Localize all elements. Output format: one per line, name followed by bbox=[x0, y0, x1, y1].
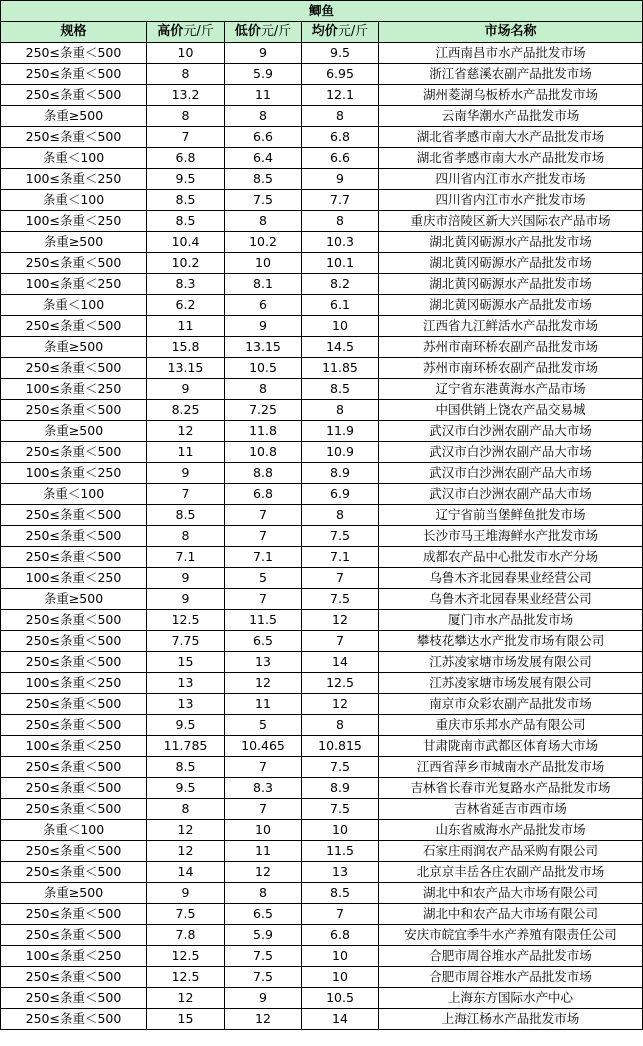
table-row bbox=[1, 85, 643, 106]
cell-low: 10 bbox=[225, 253, 302, 274]
table-row bbox=[1, 463, 643, 484]
cell-market: 攀枝花攀达水产批发市场有限公司 bbox=[379, 631, 643, 652]
cell-avg: 12 bbox=[302, 610, 379, 631]
table-row bbox=[1, 442, 643, 463]
table-row bbox=[1, 904, 643, 925]
cell-avg: 10.815 bbox=[302, 736, 379, 757]
cell-avg: 6.8 bbox=[302, 925, 379, 946]
cell-high: 6.2 bbox=[147, 295, 225, 316]
cell-high: 8.5 bbox=[147, 211, 225, 232]
cell-spec: 250≤条重＜500 bbox=[1, 442, 147, 463]
cell-market: 长沙市马王堆海鲜水产批发市场 bbox=[379, 526, 643, 547]
cell-spec: 250≤条重＜500 bbox=[1, 316, 147, 337]
cell-avg: 8.5 bbox=[302, 379, 379, 400]
table-row bbox=[1, 925, 643, 946]
cell-avg: 8.5 bbox=[302, 883, 379, 904]
cell-low: 8 bbox=[225, 883, 302, 904]
table-row bbox=[1, 547, 643, 568]
cell-market: 重庆市乐邦水产品有限公司 bbox=[379, 715, 643, 736]
cell-low: 8 bbox=[225, 379, 302, 400]
cell-high: 7.75 bbox=[147, 631, 225, 652]
cell-market: 辽宁省前当堡鲜鱼批发市场 bbox=[379, 505, 643, 526]
cell-high: 15 bbox=[147, 1009, 225, 1030]
cell-market: 武汉市白沙洲农副产品大市场 bbox=[379, 421, 643, 442]
cell-avg: 7.7 bbox=[302, 190, 379, 211]
cell-spec: 条重＜100 bbox=[1, 295, 147, 316]
cell-low: 7.5 bbox=[225, 946, 302, 967]
cell-high: 14 bbox=[147, 862, 225, 883]
table-row bbox=[1, 715, 643, 736]
cell-low: 10 bbox=[225, 820, 302, 841]
cell-spec: 条重≥500 bbox=[1, 337, 147, 358]
table-row bbox=[1, 1009, 643, 1030]
cell-low: 6 bbox=[225, 295, 302, 316]
cell-low: 6.8 bbox=[225, 484, 302, 505]
header-low-label: 低价 bbox=[234, 24, 261, 39]
cell-high: 15 bbox=[147, 652, 225, 673]
cell-spec: 条重≥500 bbox=[1, 883, 147, 904]
cell-avg: 10 bbox=[302, 820, 379, 841]
table-row bbox=[1, 841, 643, 862]
cell-spec: 条重＜100 bbox=[1, 820, 147, 841]
cell-high: 12 bbox=[147, 820, 225, 841]
cell-spec: 250≤条重＜500 bbox=[1, 988, 147, 1009]
cell-low: 7.25 bbox=[225, 400, 302, 421]
cell-market: 湖北省孝感市南大水产品批发市场 bbox=[379, 148, 643, 169]
cell-high: 8.5 bbox=[147, 505, 225, 526]
header-high bbox=[147, 22, 225, 43]
cell-low: 7 bbox=[225, 799, 302, 820]
cell-low: 8.3 bbox=[225, 778, 302, 799]
cell-high: 12.5 bbox=[147, 946, 225, 967]
cell-market: 苏州市南环桥农副产品批发市场 bbox=[379, 337, 643, 358]
cell-high: 11 bbox=[147, 442, 225, 463]
cell-market: 南京市众彩农副产品批发市场 bbox=[379, 694, 643, 715]
cell-avg: 10 bbox=[302, 967, 379, 988]
table-title: 鲫鱼 bbox=[1, 1, 643, 22]
cell-spec: 250≤条重＜500 bbox=[1, 43, 147, 64]
cell-low: 8.5 bbox=[225, 169, 302, 190]
cell-spec: 250≤条重＜500 bbox=[1, 64, 147, 85]
cell-spec: 条重≥500 bbox=[1, 421, 147, 442]
cell-high: 11.785 bbox=[147, 736, 225, 757]
cell-market: 江苏凌家塘市场发展有限公司 bbox=[379, 673, 643, 694]
cell-spec: 100≤条重＜250 bbox=[1, 673, 147, 694]
cell-low: 9 bbox=[225, 43, 302, 64]
cell-avg: 8 bbox=[302, 106, 379, 127]
cell-avg: 8.9 bbox=[302, 778, 379, 799]
cell-spec: 250≤条重＜500 bbox=[1, 526, 147, 547]
table-row bbox=[1, 568, 643, 589]
cell-low: 11.8 bbox=[225, 421, 302, 442]
cell-spec: 100≤条重＜250 bbox=[1, 211, 147, 232]
cell-high: 12.5 bbox=[147, 967, 225, 988]
cell-spec: 250≤条重＜500 bbox=[1, 610, 147, 631]
header-spec: 规格 bbox=[1, 22, 147, 43]
cell-avg: 10 bbox=[302, 316, 379, 337]
cell-low: 7.5 bbox=[225, 190, 302, 211]
cell-market: 吉林省长春市光复路水产品批发市场 bbox=[379, 778, 643, 799]
cell-spec: 100≤条重＜250 bbox=[1, 946, 147, 967]
table-row bbox=[1, 757, 643, 778]
table-row bbox=[1, 190, 643, 211]
cell-spec: 250≤条重＜500 bbox=[1, 127, 147, 148]
cell-avg: 10.9 bbox=[302, 442, 379, 463]
cell-avg: 10.1 bbox=[302, 253, 379, 274]
cell-avg: 11.85 bbox=[302, 358, 379, 379]
cell-avg: 7.5 bbox=[302, 799, 379, 820]
cell-high: 9 bbox=[147, 589, 225, 610]
table-body bbox=[1, 43, 643, 1030]
cell-spec: 100≤条重＜250 bbox=[1, 274, 147, 295]
cell-low: 11.5 bbox=[225, 610, 302, 631]
cell-spec: 100≤条重＜250 bbox=[1, 736, 147, 757]
table-row bbox=[1, 694, 643, 715]
cell-high: 7.8 bbox=[147, 925, 225, 946]
cell-avg: 7 bbox=[302, 904, 379, 925]
cell-spec: 条重≥500 bbox=[1, 232, 147, 253]
cell-avg: 8 bbox=[302, 505, 379, 526]
cell-avg: 7.5 bbox=[302, 757, 379, 778]
cell-low: 7 bbox=[225, 757, 302, 778]
cell-market: 成都农产品中心批发市水产分场 bbox=[379, 547, 643, 568]
cell-avg: 8.9 bbox=[302, 463, 379, 484]
cell-high: 12 bbox=[147, 421, 225, 442]
cell-low: 8.8 bbox=[225, 463, 302, 484]
cell-market: 辽宁省东港黄海水产品市场 bbox=[379, 379, 643, 400]
cell-spec: 250≤条重＜500 bbox=[1, 694, 147, 715]
header-avg bbox=[302, 22, 379, 43]
cell-market: 吉林省延吉市西市场 bbox=[379, 799, 643, 820]
cell-avg: 10.5 bbox=[302, 988, 379, 1009]
cell-avg: 10 bbox=[302, 946, 379, 967]
cell-market: 山东省威海水产品批发市场 bbox=[379, 820, 643, 841]
cell-spec: 250≤条重＜500 bbox=[1, 400, 147, 421]
cell-spec: 条重＜100 bbox=[1, 484, 147, 505]
cell-spec: 100≤条重＜250 bbox=[1, 463, 147, 484]
header-avg-label: 均价 bbox=[311, 24, 338, 39]
table-row bbox=[1, 337, 643, 358]
cell-avg: 6.1 bbox=[302, 295, 379, 316]
cell-spec: 100≤条重＜250 bbox=[1, 568, 147, 589]
cell-high: 8.25 bbox=[147, 400, 225, 421]
cell-low: 6.6 bbox=[225, 127, 302, 148]
table-row bbox=[1, 673, 643, 694]
cell-high: 9 bbox=[147, 379, 225, 400]
cell-low: 11 bbox=[225, 841, 302, 862]
cell-market: 武汉市白沙洲农副产品大市场 bbox=[379, 442, 643, 463]
cell-high: 7 bbox=[147, 484, 225, 505]
cell-market: 湖北省孝感市南大水产品批发市场 bbox=[379, 127, 643, 148]
cell-high: 13 bbox=[147, 673, 225, 694]
cell-spec: 250≤条重＜500 bbox=[1, 1009, 147, 1030]
cell-high: 13 bbox=[147, 694, 225, 715]
table-header-row bbox=[1, 22, 643, 43]
cell-market: 乌鲁木齐北园春果业经营公司 bbox=[379, 589, 643, 610]
cell-high: 13.2 bbox=[147, 85, 225, 106]
cell-high: 8 bbox=[147, 64, 225, 85]
cell-avg: 14.5 bbox=[302, 337, 379, 358]
cell-spec: 250≤条重＜500 bbox=[1, 925, 147, 946]
table-row bbox=[1, 799, 643, 820]
cell-avg: 7 bbox=[302, 568, 379, 589]
cell-high: 12 bbox=[147, 988, 225, 1009]
cell-market: 湖北黄冈砺源水产品批发市场 bbox=[379, 295, 643, 316]
table-row bbox=[1, 946, 643, 967]
cell-low: 7 bbox=[225, 505, 302, 526]
cell-low: 12 bbox=[225, 673, 302, 694]
table-row bbox=[1, 316, 643, 337]
cell-high: 10.4 bbox=[147, 232, 225, 253]
cell-spec: 条重≥500 bbox=[1, 106, 147, 127]
table-row bbox=[1, 232, 643, 253]
cell-market: 北京京丰岳各庄农副产品批发市场 bbox=[379, 862, 643, 883]
cell-low: 11 bbox=[225, 694, 302, 715]
cell-avg: 12.5 bbox=[302, 673, 379, 694]
cell-low: 12 bbox=[225, 1009, 302, 1030]
cell-avg: 13 bbox=[302, 862, 379, 883]
table-row bbox=[1, 127, 643, 148]
cell-high: 8 bbox=[147, 799, 225, 820]
table-row bbox=[1, 43, 643, 64]
cell-spec: 250≤条重＜500 bbox=[1, 547, 147, 568]
table-row bbox=[1, 631, 643, 652]
table-row bbox=[1, 400, 643, 421]
table-title-row bbox=[1, 1, 643, 22]
cell-avg: 9.5 bbox=[302, 43, 379, 64]
table-row bbox=[1, 505, 643, 526]
cell-low: 7.1 bbox=[225, 547, 302, 568]
cell-high: 9.5 bbox=[147, 778, 225, 799]
table-row bbox=[1, 274, 643, 295]
header-avg-unit: 元/斤 bbox=[337, 24, 369, 39]
cell-spec: 250≤条重＜500 bbox=[1, 85, 147, 106]
cell-low: 5.9 bbox=[225, 925, 302, 946]
cell-low: 7 bbox=[225, 589, 302, 610]
cell-spec: 250≤条重＜500 bbox=[1, 757, 147, 778]
table-row bbox=[1, 589, 643, 610]
cell-market: 乌鲁木齐北园春果业经营公司 bbox=[379, 568, 643, 589]
cell-low: 5 bbox=[225, 568, 302, 589]
cell-high: 7 bbox=[147, 127, 225, 148]
cell-spec: 条重＜100 bbox=[1, 190, 147, 211]
cell-market: 安庆市皖宜季牛水产养殖有限责任公司 bbox=[379, 925, 643, 946]
cell-market: 上海江杨水产品批发市场 bbox=[379, 1009, 643, 1030]
cell-high: 13.15 bbox=[147, 358, 225, 379]
table-row bbox=[1, 484, 643, 505]
cell-avg: 8 bbox=[302, 715, 379, 736]
cell-high: 6.8 bbox=[147, 148, 225, 169]
cell-spec: 250≤条重＜500 bbox=[1, 652, 147, 673]
cell-market: 武汉市白沙洲农副产品大市场 bbox=[379, 484, 643, 505]
cell-low: 8 bbox=[225, 106, 302, 127]
cell-high: 12.5 bbox=[147, 610, 225, 631]
header-low-unit: 元/斤 bbox=[260, 24, 292, 39]
cell-low: 6.4 bbox=[225, 148, 302, 169]
cell-avg: 10.3 bbox=[302, 232, 379, 253]
cell-market: 武汉市白沙洲农副产品大市场 bbox=[379, 463, 643, 484]
cell-spec: 250≤条重＜500 bbox=[1, 253, 147, 274]
cell-low: 9 bbox=[225, 316, 302, 337]
cell-high: 9 bbox=[147, 883, 225, 904]
cell-spec: 250≤条重＜500 bbox=[1, 841, 147, 862]
table-row bbox=[1, 169, 643, 190]
cell-high: 10.2 bbox=[147, 253, 225, 274]
header-high-label: 高价 bbox=[157, 24, 184, 39]
cell-low: 5.9 bbox=[225, 64, 302, 85]
cell-high: 15.8 bbox=[147, 337, 225, 358]
header-market: 市场名称 bbox=[379, 22, 643, 43]
header-low bbox=[225, 22, 302, 43]
cell-market: 厦门市水产品批发市场 bbox=[379, 610, 643, 631]
table-row bbox=[1, 148, 643, 169]
cell-market: 云南华潮水产品批发市场 bbox=[379, 106, 643, 127]
cell-market: 合肥市周谷堆水产品批发市场 bbox=[379, 946, 643, 967]
table-row bbox=[1, 967, 643, 988]
cell-market: 湖州菱湖乌板桥水产品批发市场 bbox=[379, 85, 643, 106]
cell-high: 10 bbox=[147, 43, 225, 64]
cell-market: 江西南昌市水产品批发市场 bbox=[379, 43, 643, 64]
cell-market: 甘肃陇南市武都区体育场大市场 bbox=[379, 736, 643, 757]
table-row bbox=[1, 610, 643, 631]
cell-low: 7 bbox=[225, 526, 302, 547]
cell-market: 重庆市涪陵区新大兴国际农产品市场 bbox=[379, 211, 643, 232]
cell-avg: 11.9 bbox=[302, 421, 379, 442]
cell-spec: 250≤条重＜500 bbox=[1, 799, 147, 820]
cell-market: 江西省九江鲜活水产品批发市场 bbox=[379, 316, 643, 337]
cell-low: 10.8 bbox=[225, 442, 302, 463]
cell-high: 11 bbox=[147, 316, 225, 337]
table-row bbox=[1, 526, 643, 547]
cell-low: 12 bbox=[225, 862, 302, 883]
cell-avg: 9 bbox=[302, 169, 379, 190]
cell-low: 11 bbox=[225, 85, 302, 106]
cell-avg: 14 bbox=[302, 1009, 379, 1030]
cell-high: 9 bbox=[147, 463, 225, 484]
cell-low: 10.5 bbox=[225, 358, 302, 379]
cell-avg: 6.6 bbox=[302, 148, 379, 169]
cell-market: 石家庄雨润农产品采购有限公司 bbox=[379, 841, 643, 862]
table-row bbox=[1, 421, 643, 442]
cell-low: 13 bbox=[225, 652, 302, 673]
cell-avg: 8 bbox=[302, 400, 379, 421]
cell-spec: 250≤条重＜500 bbox=[1, 904, 147, 925]
cell-market: 湖北中和农产品大市场有限公司 bbox=[379, 904, 643, 925]
cell-market: 上海东方国际水产中心 bbox=[379, 988, 643, 1009]
cell-spec: 100≤条重＜250 bbox=[1, 379, 147, 400]
cell-market: 湖北中和农产品大市场有限公司 bbox=[379, 883, 643, 904]
cell-spec: 250≤条重＜500 bbox=[1, 715, 147, 736]
cell-high: 8 bbox=[147, 106, 225, 127]
cell-high: 8.5 bbox=[147, 757, 225, 778]
cell-low: 10.2 bbox=[225, 232, 302, 253]
cell-high: 8 bbox=[147, 526, 225, 547]
cell-low: 6.5 bbox=[225, 904, 302, 925]
table-row bbox=[1, 295, 643, 316]
cell-high: 9 bbox=[147, 568, 225, 589]
table-row bbox=[1, 211, 643, 232]
table-row bbox=[1, 358, 643, 379]
cell-low: 13.15 bbox=[225, 337, 302, 358]
cell-market: 湖北黄冈砺源水产品批发市场 bbox=[379, 232, 643, 253]
cell-spec: 250≤条重＜500 bbox=[1, 778, 147, 799]
table-row bbox=[1, 862, 643, 883]
table-row bbox=[1, 64, 643, 85]
cell-market: 合肥市周谷堆水产品批发市场 bbox=[379, 967, 643, 988]
table-row bbox=[1, 106, 643, 127]
cell-spec: 250≤条重＜500 bbox=[1, 505, 147, 526]
cell-avg: 7.1 bbox=[302, 547, 379, 568]
cell-avg: 7.5 bbox=[302, 526, 379, 547]
cell-avg: 6.8 bbox=[302, 127, 379, 148]
cell-market: 苏州市南环桥农副产品批发市场 bbox=[379, 358, 643, 379]
cell-spec: 250≤条重＜500 bbox=[1, 967, 147, 988]
cell-low: 5 bbox=[225, 715, 302, 736]
cell-market: 四川省内江市水产批发市场 bbox=[379, 190, 643, 211]
cell-high: 9.5 bbox=[147, 715, 225, 736]
cell-high: 7.5 bbox=[147, 904, 225, 925]
table-row bbox=[1, 988, 643, 1009]
table-row bbox=[1, 652, 643, 673]
cell-market: 江西省萍乡市城南水产品批发市场 bbox=[379, 757, 643, 778]
cell-avg: 12 bbox=[302, 694, 379, 715]
cell-spec: 250≤条重＜500 bbox=[1, 358, 147, 379]
cell-avg: 8.2 bbox=[302, 274, 379, 295]
cell-high: 8.5 bbox=[147, 190, 225, 211]
table-row bbox=[1, 379, 643, 400]
cell-avg: 7.5 bbox=[302, 589, 379, 610]
cell-avg: 11.5 bbox=[302, 841, 379, 862]
table-row bbox=[1, 820, 643, 841]
cell-low: 10.465 bbox=[225, 736, 302, 757]
cell-low: 8 bbox=[225, 211, 302, 232]
cell-spec: 250≤条重＜500 bbox=[1, 862, 147, 883]
cell-avg: 7 bbox=[302, 631, 379, 652]
cell-market: 江苏凌家塘市场发展有限公司 bbox=[379, 652, 643, 673]
cell-market: 中国供销上饶农产品交易城 bbox=[379, 400, 643, 421]
cell-low: 8.1 bbox=[225, 274, 302, 295]
cell-spec: 250≤条重＜500 bbox=[1, 631, 147, 652]
cell-low: 6.5 bbox=[225, 631, 302, 652]
cell-spec: 条重≥500 bbox=[1, 589, 147, 610]
cell-low: 9 bbox=[225, 988, 302, 1009]
cell-market: 浙江省慈溪农副产品批发市场 bbox=[379, 64, 643, 85]
cell-high: 8.3 bbox=[147, 274, 225, 295]
table-row bbox=[1, 736, 643, 757]
cell-spec: 条重＜100 bbox=[1, 148, 147, 169]
cell-market: 湖北黄冈砺源水产品批发市场 bbox=[379, 274, 643, 295]
cell-market: 湖北黄冈砺源水产品批发市场 bbox=[379, 253, 643, 274]
cell-high: 7.1 bbox=[147, 547, 225, 568]
cell-high: 9.5 bbox=[147, 169, 225, 190]
header-high-unit: 元/斤 bbox=[183, 24, 214, 39]
cell-low: 7.5 bbox=[225, 967, 302, 988]
table-row bbox=[1, 883, 643, 904]
cell-avg: 6.95 bbox=[302, 64, 379, 85]
cell-spec: 100≤条重＜250 bbox=[1, 169, 147, 190]
table-row bbox=[1, 253, 643, 274]
cell-market: 四川省内江市水产批发市场 bbox=[379, 169, 643, 190]
cell-avg: 6.9 bbox=[302, 484, 379, 505]
cell-high: 12 bbox=[147, 841, 225, 862]
cell-avg: 14 bbox=[302, 652, 379, 673]
cell-avg: 12.1 bbox=[302, 85, 379, 106]
table-row bbox=[1, 778, 643, 799]
cell-avg: 8 bbox=[302, 211, 379, 232]
